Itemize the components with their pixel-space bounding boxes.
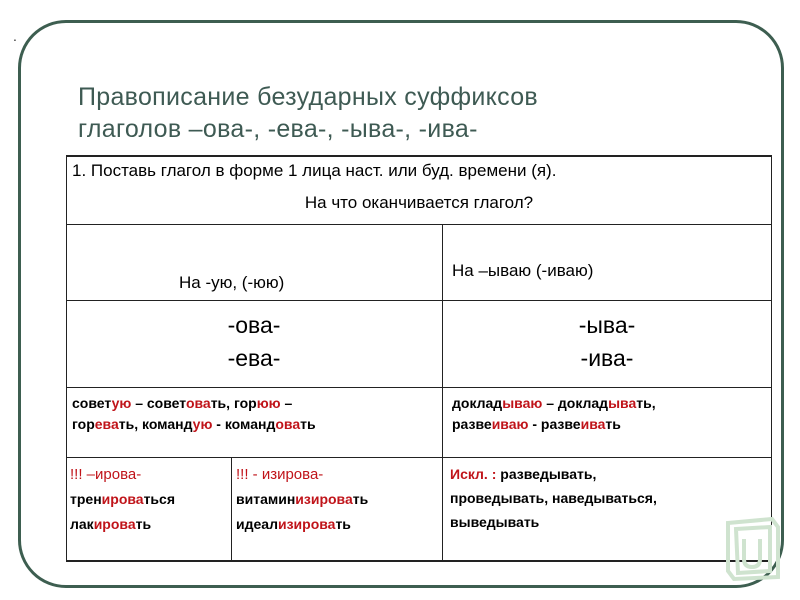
header-right: На –ываю (-иваю)	[452, 261, 594, 280]
izirova-example-2	[236, 512, 368, 537]
table-border-top	[66, 155, 772, 157]
word-part: доклад	[452, 395, 503, 411]
highlighted-suffix: ова	[275, 416, 301, 432]
suffix-group-right	[442, 309, 772, 375]
highlighted-suffix: ева	[94, 416, 119, 432]
word-part: гор	[72, 416, 95, 432]
word-part: – доклад	[542, 395, 609, 411]
page-title	[78, 81, 758, 145]
word-part: ть	[605, 416, 621, 432]
book-logo-icon	[722, 515, 784, 583]
suffix-ova: -ова-	[227, 312, 281, 338]
highlighted-suffix: ирова	[101, 491, 144, 507]
word-part: –	[280, 395, 293, 411]
examples-right-line-1	[452, 393, 656, 414]
examples-left	[72, 393, 316, 435]
table-border-bottom	[66, 560, 772, 562]
word-part: ть	[352, 491, 369, 507]
header-left: На -ую, (-юю)	[179, 273, 285, 292]
rule-line-1: 1. Поставь глагол в форме 1 лица наст. или буд. времени (я).	[72, 161, 557, 180]
rules-table	[66, 155, 772, 562]
irova-heading: !!! –ирова-	[70, 466, 142, 483]
highlighted-suffix: ыва	[608, 395, 637, 411]
word-part: ться	[143, 491, 175, 507]
suffix-group-left	[66, 309, 442, 375]
exceptions-cell	[450, 462, 657, 534]
word-part: ть	[335, 516, 351, 532]
highlighted-suffix: ую	[111, 395, 132, 411]
irova-example-2	[70, 512, 175, 537]
word-part: разве	[452, 416, 492, 432]
word-part: ть, команд	[118, 416, 193, 432]
exceptions-line-2: проведывать, наведываться,	[450, 490, 657, 506]
highlighted-suffix: ова	[185, 395, 211, 411]
title-line-2: глаголов –ова-, -ева-, -ыва-, -ива-	[78, 115, 478, 143]
examples-left-line-2	[72, 414, 316, 435]
column-divider-main	[442, 224, 443, 560]
corner-dot: .	[13, 28, 17, 44]
highlighted-suffix: иваю	[491, 416, 529, 432]
izirova-heading: !!! - изирова-	[236, 466, 324, 483]
exceptions-text-1: разведывать,	[496, 466, 597, 482]
row-divider-1	[66, 224, 772, 225]
word-part: - команд	[212, 416, 276, 432]
row-divider-4	[66, 457, 772, 458]
word-part: идеал	[236, 516, 278, 532]
izirova-example-1	[236, 487, 368, 512]
highlighted-suffix: ываю	[502, 395, 543, 411]
word-part: ть,	[636, 395, 656, 411]
izirova-cell	[236, 462, 368, 537]
word-part: - разве	[528, 416, 581, 432]
word-part: ть	[300, 416, 316, 432]
exceptions-label: Искл. :	[450, 466, 497, 482]
irova-example-1	[70, 487, 175, 512]
highlighted-suffix: ива	[580, 416, 606, 432]
word-part: витамин	[236, 491, 296, 507]
exceptions-line-3: выведывать	[450, 514, 540, 530]
word-part: ть	[135, 516, 152, 532]
word-part: совет	[72, 395, 112, 411]
word-part: – совет	[131, 395, 186, 411]
highlighted-suffix: изирова	[295, 491, 353, 507]
row-divider-2	[66, 300, 772, 301]
rule-line-2: На что оканчивается глагол?	[304, 193, 534, 212]
title-line-1: Правописание безударных суффиксов	[78, 83, 538, 111]
highlighted-suffix: юю	[256, 395, 281, 411]
suffix-eva: -ева-	[227, 345, 281, 371]
word-part: лак	[70, 516, 94, 532]
word-part: трен	[70, 491, 102, 507]
examples-left-line-1	[72, 393, 316, 414]
suffix-iva: -ива-	[580, 345, 634, 371]
highlighted-suffix: изирова	[277, 516, 336, 532]
word-part: ть, гор	[210, 395, 257, 411]
highlighted-suffix: ую	[192, 416, 213, 432]
highlighted-suffix: ирова	[93, 516, 136, 532]
examples-right	[452, 393, 656, 435]
row-divider-3	[66, 387, 772, 388]
irova-cell	[70, 462, 175, 537]
examples-right-line-2	[452, 414, 656, 435]
exceptions-line-1	[450, 462, 657, 486]
column-divider-small	[231, 457, 232, 560]
suffix-yva: -ыва-	[578, 312, 636, 338]
